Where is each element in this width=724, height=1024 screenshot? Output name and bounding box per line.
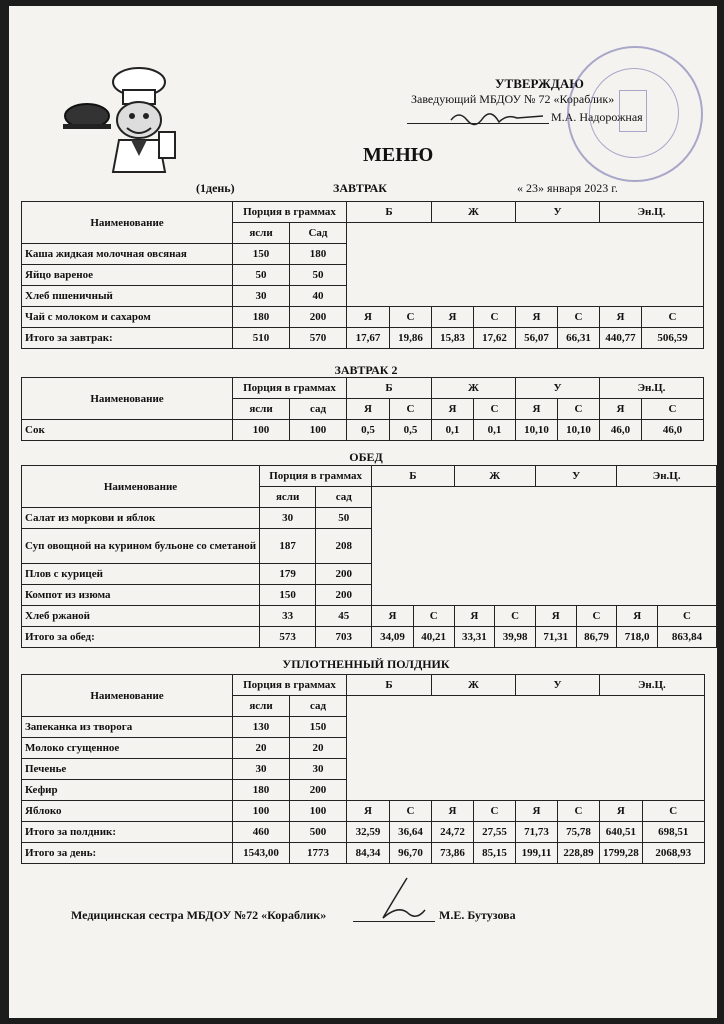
nutrient-value: 0,5 bbox=[390, 420, 432, 441]
total-yasli: 510 bbox=[233, 328, 290, 349]
blank-cell bbox=[372, 487, 717, 606]
col-protein-header: Б bbox=[372, 466, 454, 487]
col-energy-header: Эн.Ц. bbox=[600, 202, 704, 223]
total-yasli: 460 bbox=[233, 822, 290, 843]
dish-name: Хлеб ржаной bbox=[22, 606, 260, 627]
dish-name: Плов с курицей bbox=[22, 564, 260, 585]
col-portion-header: Порция в граммах bbox=[233, 202, 347, 223]
s-label: С bbox=[558, 307, 600, 328]
portion-yasli: 50 bbox=[233, 265, 290, 286]
nutrient-value: 10,10 bbox=[516, 420, 558, 441]
col-sad-header: сад bbox=[290, 696, 347, 717]
total-value: 640,51 bbox=[600, 822, 643, 843]
portion-yasli: 130 bbox=[233, 717, 290, 738]
dish-name: Салат из моркови и яблок bbox=[22, 508, 260, 529]
blank-cell bbox=[347, 696, 705, 801]
total-value: 32,59 bbox=[347, 822, 390, 843]
portion-sad: 200 bbox=[316, 585, 372, 606]
s-label: С bbox=[474, 801, 516, 822]
ya-label: Я bbox=[454, 606, 495, 627]
portion-yasli: 30 bbox=[233, 286, 290, 307]
col-fat-header: Ж bbox=[432, 378, 516, 399]
portion-yasli: 100 bbox=[233, 801, 290, 822]
s-label: С bbox=[658, 606, 717, 627]
dish-name: Яйцо вареное bbox=[22, 265, 233, 286]
nutrient-value: 0,1 bbox=[474, 420, 516, 441]
portion-sad: 200 bbox=[290, 307, 347, 328]
day-total-value: 85,15 bbox=[474, 843, 516, 864]
dish-name: Компот из изюма bbox=[22, 585, 260, 606]
dish-name: Кефир bbox=[22, 780, 233, 801]
total-sad: 570 bbox=[290, 328, 347, 349]
total-value: 33,31 bbox=[454, 627, 495, 648]
ya-label: Я bbox=[432, 307, 474, 328]
portion-sad: 180 bbox=[290, 244, 347, 265]
nutrient-value: 0,1 bbox=[432, 420, 474, 441]
page-title: МЕНЮ bbox=[363, 144, 434, 166]
col-energy-header: Эн.Ц. bbox=[600, 378, 704, 399]
menu-document bbox=[9, 6, 717, 1018]
total-value: 24,72 bbox=[432, 822, 474, 843]
director-signature bbox=[447, 106, 547, 130]
portion-sad: 208 bbox=[316, 529, 372, 564]
total-value: 19,86 bbox=[390, 328, 432, 349]
col-carb-header: У bbox=[516, 378, 600, 399]
table-row bbox=[22, 606, 717, 627]
s-label: С bbox=[642, 399, 704, 420]
col-name-header: Наименование bbox=[22, 675, 233, 717]
approval-position: Заведующий МБДОУ № 72 «Кораблик» bbox=[411, 92, 615, 106]
total-value: 506,59 bbox=[642, 328, 704, 349]
table-row bbox=[22, 801, 705, 822]
day-total-row bbox=[22, 843, 705, 864]
col-energy-header: Эн.Ц. bbox=[600, 675, 705, 696]
ya-label: Я bbox=[347, 399, 390, 420]
total-value: 56,07 bbox=[516, 328, 558, 349]
col-yasli-header: ясли bbox=[233, 223, 290, 244]
ya-label: Я bbox=[600, 801, 643, 822]
total-value: 36,64 bbox=[390, 822, 432, 843]
nutrient-value: 0,5 bbox=[347, 420, 390, 441]
total-value: 34,09 bbox=[372, 627, 414, 648]
total-row bbox=[22, 627, 717, 648]
table-header-row bbox=[22, 675, 705, 696]
portion-yasli: 180 bbox=[233, 780, 290, 801]
total-yasli: 573 bbox=[260, 627, 316, 648]
nutrient-value: 10,10 bbox=[558, 420, 600, 441]
total-value: 86,79 bbox=[576, 627, 617, 648]
dish-name: Суп овощной на курином бульоне со сметаной bbox=[22, 529, 260, 564]
col-fat-header: Ж bbox=[432, 675, 516, 696]
portion-sad: 20 bbox=[290, 738, 347, 759]
s-label: С bbox=[495, 606, 536, 627]
ya-label: Я bbox=[600, 307, 642, 328]
total-value: 27,55 bbox=[474, 822, 516, 843]
portion-sad: 150 bbox=[290, 717, 347, 738]
ya-label: Я bbox=[372, 606, 414, 627]
col-protein-header: Б bbox=[347, 378, 432, 399]
col-yasli-header: ясли bbox=[233, 696, 290, 717]
ya-label: Я bbox=[617, 606, 658, 627]
dish-name: Печенье bbox=[22, 759, 233, 780]
approval-name: М.А. Надорожная bbox=[551, 110, 643, 124]
col-portion-header: Порция в граммах bbox=[233, 378, 347, 399]
dish-name: Яблоко bbox=[22, 801, 233, 822]
total-label: Итого за завтрак: bbox=[22, 328, 233, 349]
s-label: С bbox=[576, 606, 617, 627]
col-portion-header: Порция в граммах bbox=[260, 466, 372, 487]
dish-name: Молоко сгущенное bbox=[22, 738, 233, 759]
total-value: 698,51 bbox=[642, 822, 704, 843]
col-portion-header: Порция в граммах bbox=[233, 675, 347, 696]
menu-day: (1день) bbox=[196, 181, 235, 195]
ya-label: Я bbox=[516, 399, 558, 420]
dish-name: Сок bbox=[22, 420, 233, 441]
total-row bbox=[22, 328, 704, 349]
total-sad: 703 bbox=[316, 627, 372, 648]
table-header-row bbox=[22, 378, 704, 399]
portion-sad: 100 bbox=[290, 801, 347, 822]
total-value: 718,0 bbox=[617, 627, 658, 648]
portion-yasli: 150 bbox=[233, 244, 290, 265]
portion-yasli: 187 bbox=[260, 529, 316, 564]
s-label: С bbox=[413, 606, 454, 627]
col-protein-header: Б bbox=[347, 202, 432, 223]
day-total-value: 228,89 bbox=[558, 843, 600, 864]
portion-yasli: 100 bbox=[233, 420, 290, 441]
day-total-value: 84,34 bbox=[347, 843, 390, 864]
total-value: 15,83 bbox=[432, 328, 474, 349]
total-value: 66,31 bbox=[558, 328, 600, 349]
day-total-value: 73,86 bbox=[432, 843, 474, 864]
day-total-label: Итого за день: bbox=[22, 843, 233, 864]
nurse-signature bbox=[369, 874, 429, 922]
dish-name: Чай с молоком и сахаром bbox=[22, 307, 233, 328]
breakfast2-title: ЗАВТРАК 2 bbox=[334, 363, 398, 377]
ya-label: Я bbox=[432, 399, 474, 420]
ya-label: Я bbox=[516, 801, 558, 822]
table-header-row bbox=[22, 202, 704, 223]
ya-label: Я bbox=[347, 307, 390, 328]
total-row bbox=[22, 822, 705, 843]
total-value: 75,78 bbox=[558, 822, 600, 843]
s-label: С bbox=[390, 801, 432, 822]
lunch-title: ОБЕД bbox=[349, 450, 383, 464]
lunch-table bbox=[21, 465, 717, 648]
menu-date: « 23» января 2023 г. bbox=[517, 181, 618, 195]
s-label: С bbox=[390, 307, 432, 328]
portion-sad: 40 bbox=[290, 286, 347, 307]
col-sad-header: Сад bbox=[290, 223, 347, 244]
s-label: С bbox=[390, 399, 432, 420]
col-protein-header: Б bbox=[347, 675, 432, 696]
s-label: С bbox=[558, 399, 600, 420]
breakfast-table bbox=[21, 201, 704, 349]
table-header-row bbox=[22, 466, 717, 487]
portion-sad: 200 bbox=[290, 780, 347, 801]
portion-yasli: 179 bbox=[260, 564, 316, 585]
portion-sad: 50 bbox=[316, 508, 372, 529]
ya-label: Я bbox=[432, 801, 474, 822]
approval-title: УТВЕРЖДАЮ bbox=[495, 76, 584, 91]
s-label: С bbox=[474, 307, 516, 328]
col-carb-header: У bbox=[516, 675, 600, 696]
col-carb-header: У bbox=[516, 202, 600, 223]
table-row bbox=[22, 420, 704, 441]
total-label: Итого за полдник: bbox=[22, 822, 233, 843]
col-carb-header: У bbox=[535, 466, 616, 487]
col-fat-header: Ж bbox=[432, 202, 516, 223]
portion-sad: 30 bbox=[290, 759, 347, 780]
col-name-header: Наименование bbox=[22, 202, 233, 244]
portion-sad: 100 bbox=[290, 420, 347, 441]
total-sad: 500 bbox=[290, 822, 347, 843]
total-label: Итого за обед: bbox=[22, 627, 260, 648]
ya-label: Я bbox=[600, 399, 642, 420]
chef-illustration bbox=[61, 64, 201, 174]
total-value: 39,98 bbox=[495, 627, 536, 648]
col-yasli-header: ясли bbox=[233, 399, 290, 420]
breakfast2-table bbox=[21, 377, 704, 441]
s-label: С bbox=[474, 399, 516, 420]
dish-name: Запеканка из творога bbox=[22, 717, 233, 738]
col-sad-header: сад bbox=[290, 399, 347, 420]
portion-yasli: 30 bbox=[233, 759, 290, 780]
s-label: С bbox=[642, 307, 704, 328]
s-label: С bbox=[558, 801, 600, 822]
col-name-header: Наименование bbox=[22, 378, 233, 420]
day-total-sad: 1773 bbox=[290, 843, 347, 864]
portion-sad: 45 bbox=[316, 606, 372, 627]
blank-cell bbox=[347, 223, 704, 307]
col-energy-header: Эн.Ц. bbox=[617, 466, 717, 487]
portion-yasli: 20 bbox=[233, 738, 290, 759]
portion-yasli: 30 bbox=[260, 508, 316, 529]
ya-label: Я bbox=[516, 307, 558, 328]
nurse-label: Медицинская сестра МБДОУ №72 «Кораблик» bbox=[71, 908, 327, 922]
col-name-header: Наименование bbox=[22, 466, 260, 508]
total-value: 71,31 bbox=[535, 627, 576, 648]
col-yasli-header: ясли bbox=[260, 487, 316, 508]
total-value: 40,21 bbox=[413, 627, 454, 648]
portion-sad: 200 bbox=[316, 564, 372, 585]
day-total-value: 96,70 bbox=[390, 843, 432, 864]
breakfast-title: ЗАВТРАК bbox=[333, 181, 388, 195]
total-value: 71,73 bbox=[516, 822, 558, 843]
dish-name: Хлеб пшеничный bbox=[22, 286, 233, 307]
total-value: 17,67 bbox=[347, 328, 390, 349]
nurse-name: М.Е. Бутузова bbox=[439, 908, 516, 922]
day-total-yasli: 1543,00 bbox=[233, 843, 290, 864]
portion-yasli: 180 bbox=[233, 307, 290, 328]
table-row bbox=[22, 307, 704, 328]
portion-yasli: 150 bbox=[260, 585, 316, 606]
ya-label: Я bbox=[535, 606, 576, 627]
ya-label: Я bbox=[347, 801, 390, 822]
dish-name: Каша жидкая молочная овсяная bbox=[22, 244, 233, 265]
snack-title: УПЛОТНЕННЫЙ ПОЛДНИК bbox=[282, 657, 450, 671]
day-total-value: 2068,93 bbox=[642, 843, 704, 864]
portion-sad: 50 bbox=[290, 265, 347, 286]
nutrient-value: 46,0 bbox=[600, 420, 642, 441]
s-label: С bbox=[642, 801, 704, 822]
col-sad-header: сад bbox=[316, 487, 372, 508]
official-stamp bbox=[567, 46, 703, 182]
col-fat-header: Ж bbox=[454, 466, 535, 487]
total-value: 17,62 bbox=[474, 328, 516, 349]
nutrient-value: 46,0 bbox=[642, 420, 704, 441]
total-value: 863,84 bbox=[658, 627, 717, 648]
day-total-value: 1799,28 bbox=[600, 843, 643, 864]
total-value: 440,77 bbox=[600, 328, 642, 349]
snack-table bbox=[21, 674, 705, 864]
portion-yasli: 33 bbox=[260, 606, 316, 627]
day-total-value: 199,11 bbox=[516, 843, 558, 864]
